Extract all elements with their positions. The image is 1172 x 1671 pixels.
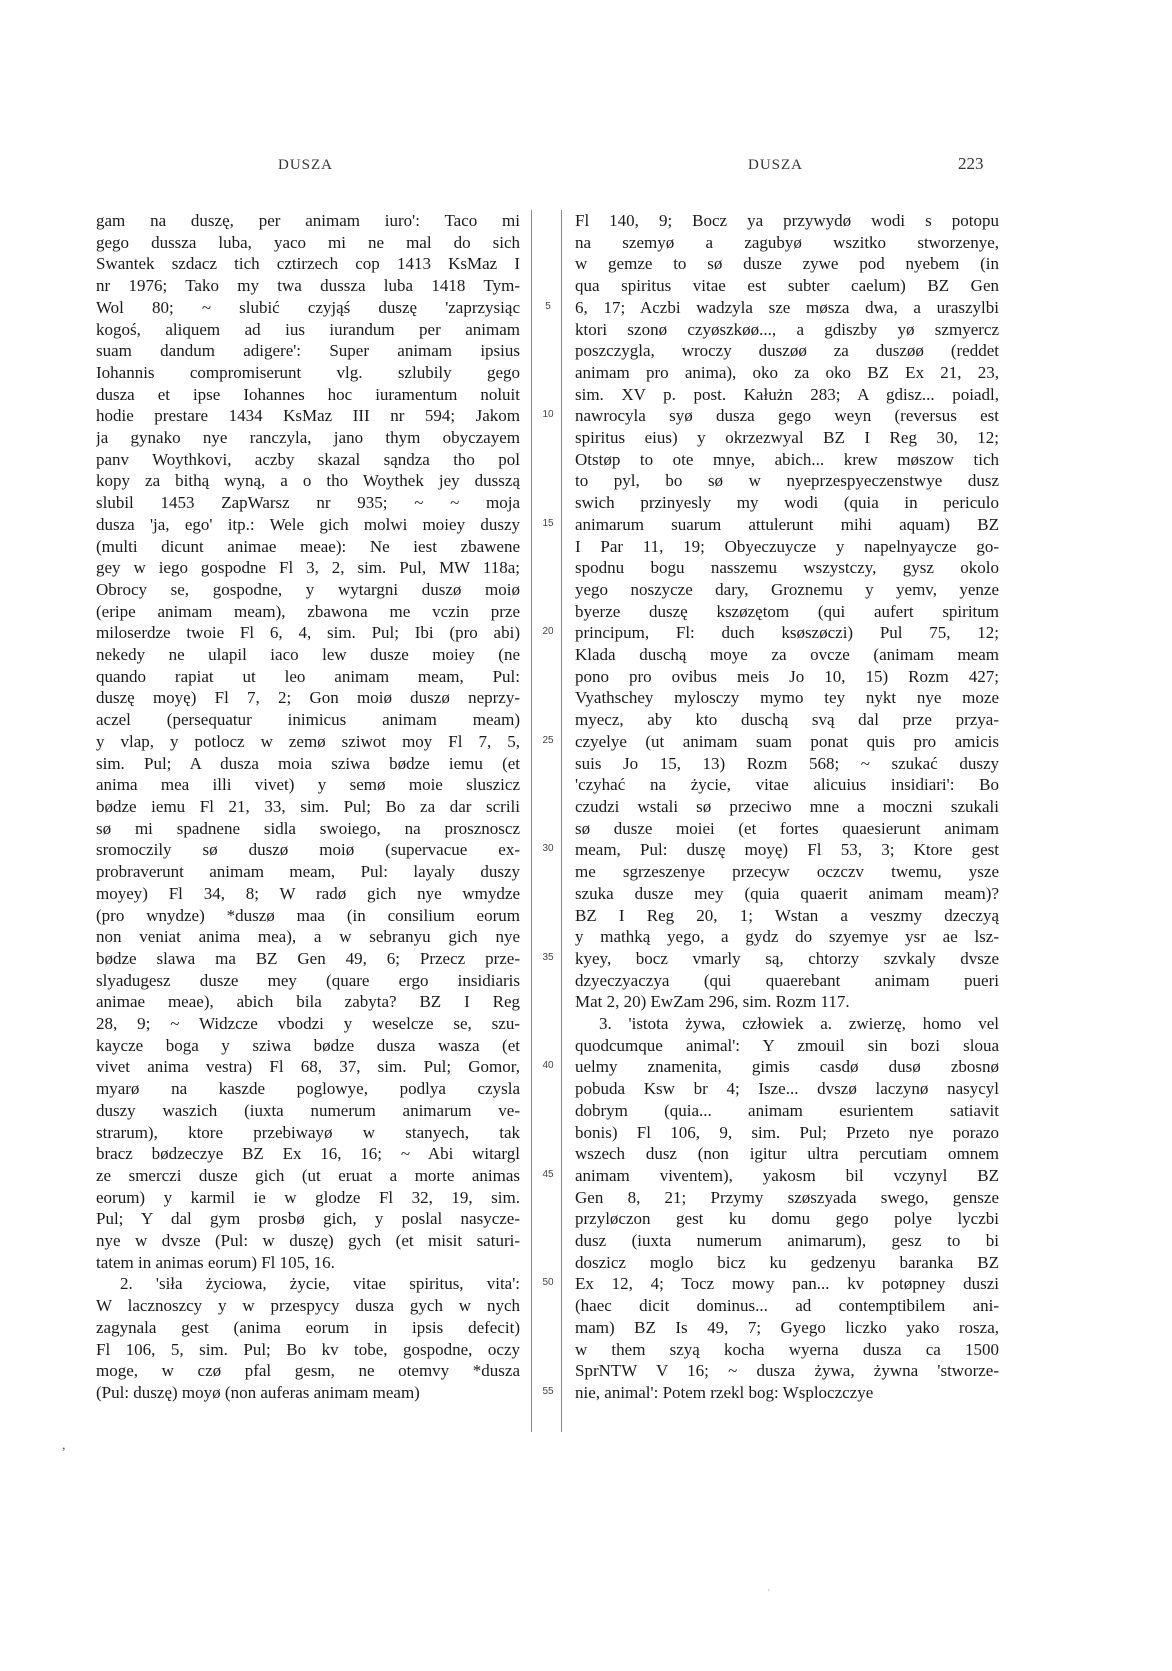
right-column-line: Klada duschą moye za ovcze (animam meam xyxy=(575,645,999,665)
left-column-line: ja gynako nye ranczyla, jano thym obyczayem xyxy=(96,428,520,448)
left-column-line: Obrocy se, gospodne, y wytargni duszø moiø xyxy=(96,579,520,599)
running-header-right: DUSZA xyxy=(748,157,804,173)
left-column-line: sim. Pul; A dusza moia sziwa bødze iemu (et xyxy=(96,753,520,773)
column-rule-right xyxy=(561,210,562,1432)
right-column-line: animam viventem), yakosm bil vczynyl BZ xyxy=(575,1165,999,1185)
page-number: 223 xyxy=(958,154,984,173)
left-column-line: y vlap, y potlocz w zemø sziwot moy Fl 7, 5, xyxy=(96,731,520,751)
left-column-line: moge, w czø pfal gesm, ne otemvy *dusza xyxy=(96,1361,520,1381)
left-column-line: gey w iego gospodne Fl 3, 2, sim. Pul, MW 118a; xyxy=(96,558,520,578)
right-column-line: spiritus eius) y okrzezwyal BZ I Reg 30, 12; xyxy=(575,428,999,448)
line-number: 30 xyxy=(542,843,554,855)
right-column-line: SprNTW V 16; ~ dusza żywa, żywna 'stworze- xyxy=(575,1361,999,1381)
left-column-line: miloserdze twoie Fl 6, 4, sim. Pul; Ibi (pro abi) xyxy=(96,623,520,643)
right-column-line: w them szyą kocha wyerna dusza ca 1500 xyxy=(575,1339,999,1359)
left-column-line: Pul; Y dal gym prosbø gich, y poslal nasycze- xyxy=(96,1209,520,1229)
left-column-line: zagynala gest (anima eorum in ipsis defecit) xyxy=(96,1317,520,1337)
right-column-line: byerze duszę kszøzętom (qui aufert spiritum xyxy=(575,601,999,621)
right-column-line: principum, Fl: duch ksøszøczi) Pul 75, 12; xyxy=(575,623,999,643)
left-column-line: myarø na kaszde poglowye, podlya czysla xyxy=(96,1079,520,1099)
right-column-line: qua spiritus vitae est subter caelum) BZ Gen xyxy=(575,276,999,296)
right-column-line: suis Jo 15, 13) Rozm 568; ~ szukać duszy xyxy=(575,753,999,773)
left-column-line: gego dussza luba, yaco mi ne mal do sich xyxy=(96,232,520,252)
page-speck: ' xyxy=(768,1588,770,1599)
line-number: 25 xyxy=(542,734,554,746)
left-column-line: moyey) Fl 34, 8; W radø gich nye wmydze xyxy=(96,883,520,903)
left-column-line: sromoczily sø duszø moiø (supervacue ex- xyxy=(96,840,520,860)
right-column-line: Mat 2, 20) EwZam 296, sim. Rozm 117. xyxy=(575,992,850,1012)
left-column-line: non veniat anima mea), a w sebranyu gich nye xyxy=(96,927,520,947)
right-column-line: myecz, aby kto duschą svą dal prze przya- xyxy=(575,710,999,730)
line-number: 40 xyxy=(542,1060,554,1072)
left-column-line: Wol 80; ~ slubić czyjąś duszę 'zaprzysiąc xyxy=(96,297,520,317)
right-column-line: bonis) Fl 106, 9, sim. Pul; Przeto nye porazo xyxy=(575,1122,999,1142)
right-column-line: Fl 140, 9; Bocz ya przywydø wodi s potopu xyxy=(575,211,999,230)
line-number: 55 xyxy=(542,1385,554,1397)
right-column-line: yego noszycze dary, Groznemu y yemv, yenze xyxy=(575,579,999,599)
right-column-line: animarum suarum attulerunt mihi aquam) BZ xyxy=(575,514,999,534)
right-column-line: animam pro anima), oko za oko BZ Ex 21, 23, xyxy=(575,362,999,382)
left-column-line: slyadugesz dusze mey (quare ergo insidiaris xyxy=(96,970,520,990)
left-column-line: dusza et ipse Iohannes hoc iuramentum noluit xyxy=(96,384,520,404)
right-column-line: uelmy znamenita, gimis casdø dusø zbosnø xyxy=(575,1057,999,1077)
right-column-line: meam, Pul: duszę moyę) Fl 53, 3; Ktore gest xyxy=(575,840,999,860)
left-column-line: hodie prestare 1434 KsMaz III nr 594; Jakom xyxy=(96,406,520,426)
right-column-line: wszech dusz (non igitur ultra percutiam omnem xyxy=(575,1144,999,1164)
right-column-line: Ex 12, 4; Tocz mowy pan... kv potøpney duszi xyxy=(575,1274,999,1294)
left-column-line: panv Woythkovi, aczby skazal sąndza tho pol xyxy=(96,449,520,469)
right-column-line: dzyeczyaczya (qui quaerebant animam pueri xyxy=(575,970,999,990)
left-column-line: kaycze boga y sziwa bødze dusza wasza (et xyxy=(96,1035,520,1055)
right-column-line: spodnu bogu nasszemu wszystczy, gysz okolo xyxy=(575,558,999,578)
left-column-line: duszy waszich (iuxta numerum animarum ve- xyxy=(96,1100,520,1120)
right-column-line: Vyathschey mylosczy mymo tey nykt nye moze xyxy=(575,688,999,708)
line-number: 10 xyxy=(542,409,554,421)
left-column-line: probraverunt animam meam, Pul: layaly duszy xyxy=(96,862,520,882)
right-column-line: BZ I Reg 20, 1; Wstan a veszmy dzeczyą xyxy=(575,905,999,925)
left-column-line: bødze slawa ma BZ Gen 49, 6; Przecz prze- xyxy=(96,948,520,968)
right-column-line: czudzi wstali sø przeciwo mne a moczni szukali xyxy=(575,796,999,816)
right-text-column xyxy=(575,210,999,1404)
left-column-line: Swantek szdacz tich cztirzech cop 1413 KsMaz I xyxy=(96,254,520,274)
right-column-line: sø dusze moiei (et fortes quaesierunt animam xyxy=(575,818,999,838)
right-column-line: kyey, bocz vmarly są, chtorzy szvkaly dvsze xyxy=(575,948,999,968)
line-number: 15 xyxy=(542,517,554,529)
left-column-line: aczel (persequatur inimicus animam meam) xyxy=(96,710,520,730)
left-column-line: duszę moyę) Fl 7, 2; Gon moiø duszø neprzy- xyxy=(96,688,520,708)
right-column-line: to pyl, bo sø w nyeprzespyeczenstwye dusz xyxy=(575,471,999,491)
right-column-line: przyløczon gest ku domu gego polye lyczbi xyxy=(575,1209,999,1229)
left-text-column xyxy=(96,210,520,1404)
right-column-line: mam) BZ Is 49, 7; Gyego liczko yako rosza, xyxy=(575,1317,999,1337)
right-column-line: dobrym (quia... animam esurientem satiavit xyxy=(575,1100,999,1120)
left-column-line: sø mi spadnene sidla swoiego, na prosznoscz xyxy=(96,818,520,838)
right-column-line: w gemze to sø dusze zywe pod nyebem (in xyxy=(575,254,999,274)
right-column-line: me sgrzeszenye przecyw oczczv twemu, ysze xyxy=(575,862,999,882)
right-column-line: ktori szonø czyøszkøø..., a gdiszby yø szmyercz xyxy=(575,319,999,339)
left-column-line: bødze iemu Fl 21, 33, sim. Pul; Bo za dar scrili xyxy=(96,796,520,816)
left-column-line: anima mea illi vivet) y semø moie sluszicz xyxy=(96,775,520,795)
left-column-line: (multi dicunt animae meae): Ne iest zbawene xyxy=(96,536,520,556)
line-number: 35 xyxy=(542,951,554,963)
line-number: 45 xyxy=(542,1168,554,1180)
left-column-line: (Pul: duszę) moyø (non auferas animam meam) xyxy=(96,1382,420,1402)
right-column-line: swich przinyesly my wodi (quia in periculo xyxy=(575,493,999,513)
right-column-line: y mathką yego, a gydz do szyemye ysr ae lsz- xyxy=(575,927,999,947)
right-column-line: pono pro ovibus meis Jo 10, 15) Rozm 427; xyxy=(575,666,999,686)
left-column-line: strarum), ktore przebiwayø w stanyech, tak xyxy=(96,1122,520,1142)
left-column-line: nye w dvsze (Pul: w duszę) gych (et misit saturi- xyxy=(96,1231,520,1251)
right-column-line: (haec dicit dominus... ad contemptibilem ani- xyxy=(575,1296,999,1316)
left-column-line: eorum) y karmil ie w glodze Fl 32, 19, sim. xyxy=(96,1187,520,1207)
right-column-line: nawrocyla syø dusza gego weyn (reversus est xyxy=(575,406,999,426)
column-rule-left xyxy=(531,210,532,1432)
right-column-line: dusz (iuxta numerum animarum), gesz to bi xyxy=(575,1231,999,1251)
left-column-line: Fl 106, 5, sim. Pul; Bo kv tobe, gospodne, oczy xyxy=(96,1339,520,1359)
left-column-line: 28, 9; ~ Widzcze vbodzi y weselcze se, szu- xyxy=(96,1014,520,1034)
right-column-line: nie, animal': Potem rzekl bog: Wsploczczye xyxy=(575,1382,874,1402)
left-column-line: kogoś, aliquem ad ius iurandum per animam xyxy=(96,319,520,339)
left-column-line: nr 1976; Tako my twa dussza luba 1418 Tym- xyxy=(96,276,520,296)
left-column-line: kopy za bithą wyną, a o tho Woythek jey dusszą xyxy=(96,471,520,491)
running-header-left: DUSZA xyxy=(278,157,334,173)
left-column-line: 2. 'siła życiowa, życie, vitae spiritus, vita': xyxy=(120,1274,520,1294)
line-number: 20 xyxy=(542,626,554,638)
right-column-line: Otstøp to ote mnye, abich... krew møszow tich xyxy=(575,449,999,469)
right-column-line: 'czyhać na życie, vitae alicuius insidiari': Bo xyxy=(575,775,999,795)
right-column-line: na szemyø a zagubyø wszitko stworzenye, xyxy=(575,232,999,252)
right-column-line: szuka dusze mey (quia quaerit animam meam)? xyxy=(575,883,999,903)
left-column-line: (eripe animam meam), zbawona me vczin prze xyxy=(96,601,520,621)
left-column-line: tatem in animas eorum) Fl 105, 16. xyxy=(96,1252,335,1272)
left-column-line: animae meae), abich bila zabyta? BZ I Reg xyxy=(96,992,520,1012)
right-column-line: sim. XV p. post. Kałużn 283; A gdisz... poiadl, xyxy=(575,384,999,404)
left-column-line: suam dandum adigere': Super animam ipsius xyxy=(96,341,520,361)
left-column-line: dusza 'ja, ego' itp.: Wele gich molwi moiey duszy xyxy=(96,514,520,534)
left-column-line: Iohannis compromiserunt vlg. szlubily gego xyxy=(96,362,520,382)
right-column-line: quodcumque animal': Y zmouil sin bozi sloua xyxy=(575,1035,999,1055)
right-column-line: pobuda Ksw br 4; Isze... dvszø laczynø nasycyl xyxy=(575,1079,999,1099)
left-column-line: nekedy ne ulapil iaco lew dusze moiey (ne xyxy=(96,645,520,665)
left-column-line: bracz bødzeczye BZ Ex 16, 16; ~ Abi witargl xyxy=(96,1144,520,1164)
line-number: 50 xyxy=(542,1277,554,1289)
left-column-line: (pro wnydze) *duszø maa (in consilium eorum xyxy=(96,905,520,925)
right-column-line: I Par 11, 19; Obyeczuycze y napelnyaycze go- xyxy=(575,536,999,556)
right-column-line: 3. 'istota żywa, człowiek a. zwierzę, homo vel xyxy=(599,1014,999,1034)
left-column-line: W lacznoszcy y w przespycy dusza gych w nych xyxy=(96,1296,520,1316)
line-number: 5 xyxy=(545,300,551,312)
left-column-line: vivet anima vestra) Fl 68, 37, sim. Pul; Gomor, xyxy=(96,1057,520,1077)
right-column-line: Gen 8, 21; Przymy szøszyada swego, gensze xyxy=(575,1187,999,1207)
right-column-line: 6, 17; Aczbi wadzyla sze møsza dwa, a uraszylbi xyxy=(575,297,999,317)
right-column-line: poszczygla, wroczy duszøø za duszøø (reddet xyxy=(575,341,999,361)
right-column-line: czyelye (ut animam suam ponat quis pro amicis xyxy=(575,731,999,751)
left-column-line: quando rapiat ut leo animam meam, Pul: xyxy=(96,666,520,686)
right-column-line: doszicz moglo bicz ku gedzenyu baranka BZ xyxy=(575,1252,999,1272)
margin-mark: , xyxy=(62,1438,66,1453)
left-column-line: ze smerczi dusze gich (ut eruat a morte animas xyxy=(96,1165,520,1185)
left-column-line: slubil 1453 ZapWarsz nr 935; ~ ~ moja xyxy=(96,493,520,513)
left-column-line: gam na duszę, per animam iuro': Taco mi xyxy=(96,211,520,230)
